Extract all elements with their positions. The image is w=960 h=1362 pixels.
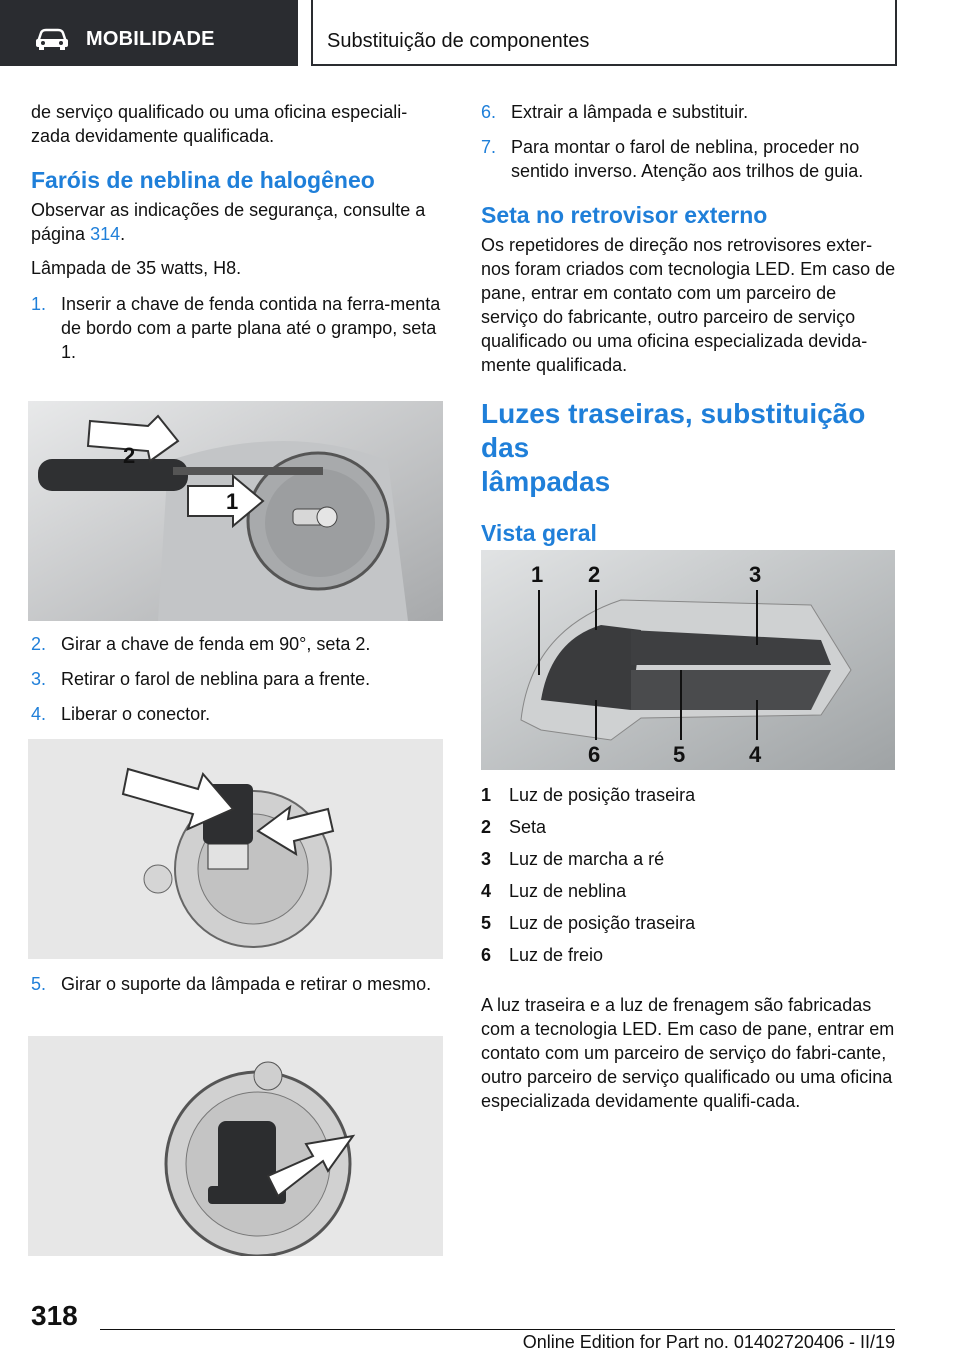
- steps-list-d: [481, 100, 897, 183]
- tail-light-overview-image: [481, 550, 895, 770]
- list-item: [31, 292, 447, 364]
- intro-text: [31, 100, 447, 148]
- legend-value: Luz de neblina: [509, 881, 627, 901]
- list-item: [31, 972, 447, 996]
- car-icon: [34, 28, 70, 50]
- legend-key: 5: [481, 913, 492, 933]
- legend-value: Seta: [509, 817, 547, 837]
- step-number: 5.: [31, 974, 47, 994]
- figure-label: 5: [673, 742, 686, 767]
- page-number: 318: [31, 1300, 78, 1331]
- footer-divider: [100, 1329, 895, 1330]
- legend-key: 3: [481, 849, 492, 869]
- fog-light-screwdriver-image: [28, 401, 443, 621]
- connector-illustration: [28, 739, 443, 959]
- list-item: [481, 943, 897, 967]
- tail-light-illustration: [481, 550, 895, 770]
- step-text: Extrair a lâmpada e substituir.: [511, 102, 749, 122]
- step-text: Girar o suporte da lâmpada e retirar o mesmo.: [61, 974, 432, 994]
- legend-value: Luz de posição traseira: [509, 913, 696, 933]
- right-column: [481, 100, 897, 547]
- section-label: MOBILIDADE: [86, 28, 215, 50]
- list-item: [481, 100, 897, 124]
- closing-text: A luz traseira e a luz de frenagem são fabricadas com a tecnologia LED. Em caso de pane, entrar em contato com um parceiro de serviço do fabri-cante, outro parceiro de serviço qualificado ou uma oficina especializada devidamente qualifi-cada.: [481, 995, 895, 1111]
- tail-heading-line-1: Luzes traseiras, substituição das: [481, 398, 866, 463]
- mirror-heading: Seta no retrovisor externo: [481, 202, 768, 228]
- page-title: Substituição de componentes: [327, 30, 590, 52]
- list-item: [481, 879, 897, 903]
- tail-heading-line-2: lâmpadas: [481, 466, 611, 497]
- bulb-holder-image: [28, 1036, 443, 1256]
- bulb-spec: Lâmpada de 35 watts, H8.: [31, 258, 242, 278]
- left-column: [31, 100, 447, 375]
- list-item: [481, 783, 897, 807]
- list-item: [481, 847, 897, 871]
- overview-heading: Vista geral: [481, 520, 597, 546]
- list-item: [31, 667, 447, 691]
- step-number: 4.: [31, 704, 47, 724]
- list-item: [481, 815, 897, 839]
- fog-light-heading: Faróis de neblina de halogêneo: [31, 167, 375, 193]
- steps-list-b: [31, 632, 447, 726]
- tail-light-heading: [481, 397, 897, 499]
- connector-release-image: [28, 739, 443, 959]
- figure-label: 1: [531, 562, 544, 587]
- edition-text: Online Edition for Part no. 01402720406 - II/19: [522, 1332, 895, 1352]
- step-number: 6.: [481, 102, 497, 122]
- figure-label: 1: [226, 489, 239, 514]
- step-text: Retirar o farol de neblina para a frente.: [61, 669, 371, 689]
- header-title-box: [311, 0, 897, 66]
- fog-light-illustration: [28, 401, 443, 621]
- step-text: Liberar o conector.: [61, 704, 211, 724]
- safety-note: [31, 198, 447, 246]
- list-item: [481, 135, 897, 183]
- mirror-text: Os repetidores de direção nos retrovisores exter-nos foram criados com tecnologia LED. Em caso de pane, entrar em contato com um parceiro de serviço do fabricante, outro parceiro de serviço qualificado ou uma oficina especializada devida-mente qualificada.: [481, 235, 896, 375]
- list-item: [31, 632, 447, 656]
- steps-list-c: [31, 972, 447, 996]
- legend-key: 2: [481, 817, 492, 837]
- intro-line-1: de serviço qualificado ou uma oficina especiali-: [31, 102, 408, 122]
- list-item: [31, 702, 447, 726]
- legend-value: Luz de marcha a ré: [509, 849, 665, 869]
- step-number: 1.: [31, 294, 47, 314]
- list-item: [481, 911, 897, 935]
- intro-line-2: zada devidamente qualificada.: [31, 126, 275, 146]
- left-column-steps-c: [31, 972, 447, 1007]
- figure-label: 3: [749, 562, 762, 587]
- steps-list-a: [31, 292, 447, 364]
- figure-label: 2: [123, 443, 136, 468]
- safety-text: Observar as indicações de segurança, consulte a página: [31, 200, 426, 244]
- safety-end: .: [120, 224, 126, 244]
- figure-label: 6: [588, 742, 601, 767]
- step-number: 3.: [31, 669, 47, 689]
- bulb-holder-illustration: [28, 1036, 443, 1256]
- legend-key: 6: [481, 945, 492, 965]
- step-text: Inserir a chave de fenda contida na ferra-menta de bordo com a parte plana até o grampo, seta 1.: [61, 294, 441, 362]
- figure-label: 4: [749, 742, 762, 767]
- figure-label: 2: [588, 562, 601, 587]
- legend-key: 1: [481, 785, 492, 805]
- step-text: Para montar o farol de neblina, proceder no sentido inverso. Atenção aos trilhos de guia.: [511, 137, 864, 181]
- legend-value: Luz de posição traseira: [509, 785, 696, 805]
- legend-block: [481, 783, 897, 1125]
- page-reference-link[interactable]: 314: [90, 224, 121, 244]
- step-number: 2.: [31, 634, 47, 654]
- step-text: Girar a chave de fenda em 90°, seta 2.: [61, 634, 371, 654]
- legend-value: Luz de freio: [509, 945, 604, 965]
- step-number: 7.: [481, 137, 497, 157]
- legend-list: [481, 783, 897, 967]
- header-section-tab: [0, 0, 298, 66]
- left-column-steps-b: [31, 632, 447, 737]
- legend-key: 4: [481, 881, 492, 901]
